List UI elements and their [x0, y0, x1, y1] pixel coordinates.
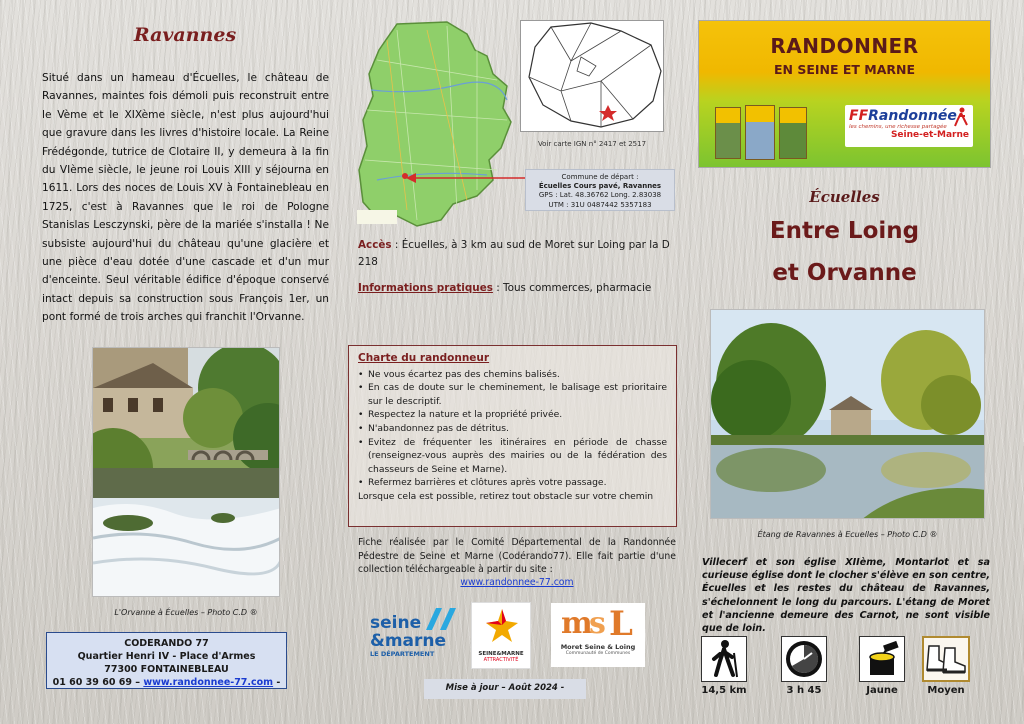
hiker-icon-art [706, 639, 742, 679]
infos-text: : Tous commerces, pharmacie [492, 282, 652, 294]
logo-moret-line1: Moret Seine & Loing [560, 643, 636, 651]
map-pointer-arrow [400, 170, 530, 186]
location-map [520, 20, 664, 132]
logo-marne-word: &marne [370, 631, 447, 651]
contact-box [46, 632, 287, 689]
contact-phone-line [47, 676, 286, 689]
charte-last-line: Lorsque cela est possible, retirez tout obstacle sur votre chemin [358, 490, 654, 502]
contact-city: 77300 FONTAINEBLEAU [104, 664, 229, 675]
hike-title-line2: et Orvanne [772, 260, 917, 286]
contact-phone: 01 60 39 60 69 – [52, 677, 141, 688]
banner-subtitle: EN SEINE ET MARNE [773, 62, 916, 77]
depart-label: Commune de départ : [561, 173, 639, 181]
fiche-link-wrap [358, 577, 676, 588]
svg-text:L: L [609, 604, 633, 639]
moret-logo-mark-icon [551, 603, 645, 639]
attractivite-star-icon [472, 603, 531, 647]
infos-label: Informations pratiques [358, 282, 493, 294]
depart-place: Écuelles Cours pavé, Ravannes [538, 182, 662, 191]
paint-pot-icon-art [862, 639, 902, 679]
ravannes-title: Ravannes [133, 24, 237, 46]
paint-pot-icon [859, 636, 905, 682]
depart-utm: UTM : 31U 0487442 5357183 [548, 200, 652, 209]
logo-attractivite-line1: SEINE&MARNE [478, 651, 524, 657]
depart-info-box [525, 169, 675, 211]
acces-text: : Écuelles, à 3 km au sud de Moret sur Loing par la D 218 [358, 239, 670, 268]
logo-moret-seine-loing [551, 603, 645, 667]
clock-icon-art [784, 639, 824, 679]
ff-logo-ff: FF [849, 108, 869, 124]
pond-photo-caption: Étang de Ravannes à Ecuelles – Photo C.D ® [757, 530, 938, 539]
location-map-art [521, 21, 664, 132]
logo-attractivite-line2: ATTRACTIVITÉ [483, 657, 519, 663]
orvanne-photo-art [93, 348, 280, 597]
acces-label: Accès [358, 239, 392, 251]
logo-seine-word: seine [370, 613, 422, 633]
seine-77-icon [422, 604, 458, 634]
randonner-banner [698, 20, 991, 168]
ff-logo-tagline: les chemins, une richesse partagée [849, 124, 947, 130]
charte-list [358, 368, 667, 490]
logo-seine-et-marne [370, 602, 460, 670]
svg-text:m: m [561, 606, 593, 639]
contact-name: CODERANDO 77 [124, 638, 209, 649]
charte-item: • Refermez barrières et clôtures après votre passage. [358, 476, 667, 490]
charte-item: • Ne vous écartez pas des chemins balisés. [358, 368, 667, 382]
clock-icon [781, 636, 827, 682]
fiche-text: Fiche réalisée par le Comité Départemental de la Randonnée Pédestre de Seine et Marne (Codérando77). Elle fait partie d'une collection téléchargeable à partir du site : [358, 537, 676, 576]
topoguide-book [715, 107, 741, 159]
logo-moret-line2: Communauté de Communes [565, 651, 631, 656]
acces-info [358, 237, 678, 271]
pond-photo [710, 309, 985, 519]
depart-gps: GPS : Lat. 48.36762 Long. 2.83038 [538, 191, 662, 200]
department-map-art [357, 20, 513, 228]
contact-website-link[interactable]: www.randonnee-77.com [143, 677, 274, 688]
hiker-icon [701, 636, 747, 682]
stat-marking: Jaune [866, 685, 898, 696]
topoguide-book [745, 105, 775, 160]
logo-attractivite [471, 602, 531, 669]
hike-title-line1: Entre Loing [769, 218, 920, 244]
stat-difficulty: Moyen [927, 685, 965, 696]
ff-logo-randonnee: Randonnée [868, 108, 957, 124]
boots-icon-art [925, 642, 967, 676]
department-map [357, 20, 513, 228]
topoguide-book [779, 107, 807, 159]
ff-logo-region: Seine-et-Marne [890, 130, 969, 140]
stat-duration: 3 h 45 [786, 685, 822, 696]
ff-logo-wordmark [849, 108, 969, 124]
contact-address-line: Quartier Henri IV - Place d'Armes [77, 651, 256, 662]
svg-text:s: s [589, 606, 606, 639]
map-caption: Voir carte IGN n° 2417 et 2517 [537, 140, 647, 148]
ff-hiker-icon [953, 107, 969, 127]
boots-icon [922, 636, 970, 682]
contact-trail: - [273, 677, 281, 688]
update-date: Mise à jour – Août 2024 - [424, 679, 586, 699]
banner-title: RANDONNER [770, 34, 919, 58]
infos-pratiques [358, 280, 678, 297]
charte-item: • Evitez de fréquenter les itinéraires en période de chasse (renseignez-vous auprès des mairies ou de la fédération des chasseurs de Seine et Marne). [358, 436, 667, 477]
pond-photo-art [711, 310, 985, 519]
hike-description: Villecerf et son église XIIème, Montarlot et sa curieuse église dont le clocher s'élève en son centre, Écuelles et les restes du château de Ravannes, s'échelonnent le long du parcours. L'étang de Moret et l'ancienne demeure des Carnot, ne sont visible que de loin. [702, 557, 990, 635]
orvanne-photo [92, 347, 280, 597]
logo-departement-word: LE DÉPARTEMENT [370, 650, 435, 658]
orvanne-photo-caption: L'Orvanne à Écuelles – Photo C.D ® [114, 608, 258, 617]
charte-item: • Respectez la nature et la propriété privée. [358, 408, 667, 422]
stat-distance: 14,5 km [701, 685, 747, 696]
place-name: Écuelles [809, 188, 880, 206]
charte-item: • En cas de doute sur le cheminement, le balisage est prioritaire sur le descriptif. [358, 381, 667, 408]
ravannes-paragraph: Situé dans un hameau d'Écuelles, le château de Ravannes, maintes fois démoli puis reconstruit entre le Vème et le XIXème siècle, n'est plus aujourd'hui que gravure dans les livres d'histoire locale. La Reine Frédégonde, tutrice de Clotaire II, y demeura à la fin du VIème siècle, le jeune roi Louis XIII y séjourna en 1611. Lors des noces de Louis XV à Fontainebleau en 1725, c'est à Ravannes que le roi de Pologne Stanislas Lesczynski, père de la mariée s'installa ! Ne subsiste aujourd'hui du château qu'une glacière et une pièce d'eau dotée d'une cascade et d'un mur d'enceinte. Seul véritable édifice d'époque conservé intact depuis sa construction sous François 1er, un pont formé de trois arches qui franchit l'Orvanne. [42, 72, 329, 324]
charte-item: • N'abandonnez pas de détritus. [358, 422, 667, 436]
charte-title: Charte du randonneur [358, 352, 490, 364]
ffrandonnee-logo [845, 105, 973, 147]
charte-box [348, 345, 677, 527]
fiche-website-link[interactable]: www.randonnee-77.com [460, 577, 574, 588]
